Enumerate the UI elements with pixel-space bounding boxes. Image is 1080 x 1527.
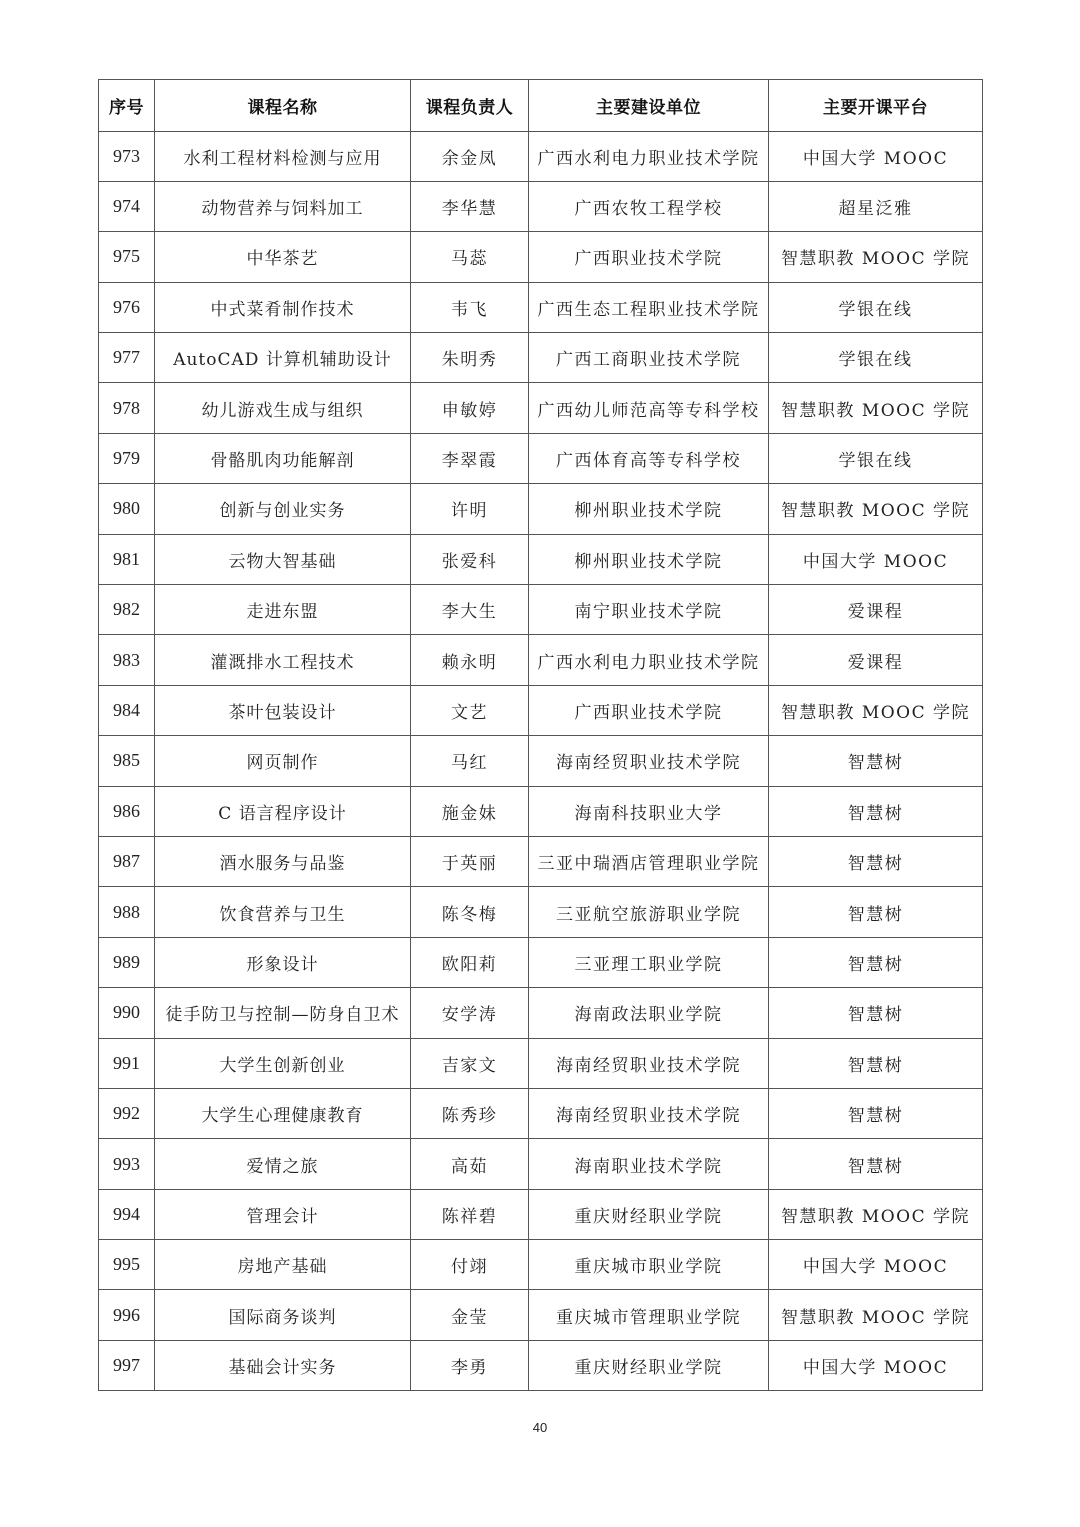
cell-course-name: 基础会计实务 xyxy=(155,1340,411,1390)
cell-main-unit: 海南经贸职业技术学院 xyxy=(529,1038,769,1088)
cell-index: 977 xyxy=(99,333,155,383)
table-row xyxy=(99,736,983,786)
cell-course-lead: 马红 xyxy=(411,736,529,786)
cell-course-name: 爱情之旅 xyxy=(155,1139,411,1189)
cell-main-unit: 三亚理工职业学院 xyxy=(529,937,769,987)
cell-course-lead: 吉家文 xyxy=(411,1038,529,1088)
cell-main-unit: 柳州职业技术学院 xyxy=(529,484,769,534)
cell-index: 973 xyxy=(99,131,155,181)
cell-main-unit: 海南经贸职业技术学院 xyxy=(529,1088,769,1138)
cell-main-unit: 广西水利电力职业技术学院 xyxy=(529,131,769,181)
cell-course-name: 大学生心理健康教育 xyxy=(155,1088,411,1138)
cell-course-name: 云物大智基础 xyxy=(155,534,411,584)
cell-course-name: 酒水服务与品鉴 xyxy=(155,836,411,886)
cell-platform: 中国大学 MOOC xyxy=(769,1340,983,1390)
cell-course-name: 大学生创新创业 xyxy=(155,1038,411,1088)
cell-main-unit: 广西职业技术学院 xyxy=(529,232,769,282)
cell-course-name: C 语言程序设计 xyxy=(155,786,411,836)
cell-course-name: 创新与创业实务 xyxy=(155,484,411,534)
cell-main-unit: 重庆城市管理职业学院 xyxy=(529,1290,769,1340)
table-row xyxy=(99,383,983,433)
cell-course-name: 中华茶艺 xyxy=(155,232,411,282)
cell-index: 983 xyxy=(99,635,155,685)
cell-course-lead: 朱明秀 xyxy=(411,333,529,383)
cell-course-lead: 张爱科 xyxy=(411,534,529,584)
cell-main-unit: 南宁职业技术学院 xyxy=(529,585,769,635)
cell-main-unit: 海南职业技术学院 xyxy=(529,1139,769,1189)
cell-main-unit: 广西工商职业技术学院 xyxy=(529,333,769,383)
cell-platform: 智慧职教 MOOC 学院 xyxy=(769,484,983,534)
table-row xyxy=(99,585,983,635)
cell-course-lead: 韦飞 xyxy=(411,282,529,332)
cell-course-name: 中式菜肴制作技术 xyxy=(155,282,411,332)
table-row xyxy=(99,786,983,836)
cell-course-lead: 文艺 xyxy=(411,685,529,735)
cell-platform: 智慧职教 MOOC 学院 xyxy=(769,1189,983,1239)
cell-index: 975 xyxy=(99,232,155,282)
cell-main-unit: 海南经贸职业技术学院 xyxy=(529,736,769,786)
cell-platform: 智慧树 xyxy=(769,1088,983,1138)
header-course-name: 课程名称 xyxy=(155,80,411,132)
cell-course-lead: 马蕊 xyxy=(411,232,529,282)
cell-index: 976 xyxy=(99,282,155,332)
cell-course-lead: 陈冬梅 xyxy=(411,887,529,937)
cell-index: 978 xyxy=(99,383,155,433)
cell-course-name: 骨骼肌肉功能解剖 xyxy=(155,433,411,483)
cell-main-unit: 广西体育高等专科学校 xyxy=(529,433,769,483)
cell-course-lead: 李华慧 xyxy=(411,181,529,231)
cell-index: 984 xyxy=(99,685,155,735)
table-row xyxy=(99,887,983,937)
cell-main-unit: 柳州职业技术学院 xyxy=(529,534,769,584)
table-row xyxy=(99,1038,983,1088)
cell-platform: 学银在线 xyxy=(769,333,983,383)
cell-index: 991 xyxy=(99,1038,155,1088)
cell-index: 980 xyxy=(99,484,155,534)
cell-course-lead: 施金妹 xyxy=(411,786,529,836)
table-row xyxy=(99,685,983,735)
cell-course-name: 灌溉排水工程技术 xyxy=(155,635,411,685)
cell-platform: 学银在线 xyxy=(769,433,983,483)
cell-main-unit: 重庆城市职业学院 xyxy=(529,1240,769,1290)
cell-main-unit: 重庆财经职业学院 xyxy=(529,1340,769,1390)
table-body xyxy=(99,131,983,1391)
cell-course-lead: 李翠霞 xyxy=(411,433,529,483)
cell-main-unit: 三亚中瑞酒店管理职业学院 xyxy=(529,836,769,886)
cell-course-lead: 申敏婷 xyxy=(411,383,529,433)
cell-main-unit: 重庆财经职业学院 xyxy=(529,1189,769,1239)
table-row xyxy=(99,1139,983,1189)
cell-course-name: 动物营养与饲料加工 xyxy=(155,181,411,231)
cell-main-unit: 广西生态工程职业技术学院 xyxy=(529,282,769,332)
cell-platform: 智慧树 xyxy=(769,887,983,937)
cell-course-name: 形象设计 xyxy=(155,937,411,987)
cell-platform: 智慧树 xyxy=(769,988,983,1038)
cell-index: 986 xyxy=(99,786,155,836)
cell-course-lead: 欧阳莉 xyxy=(411,937,529,987)
cell-course-name: 管理会计 xyxy=(155,1189,411,1239)
cell-index: 987 xyxy=(99,836,155,886)
cell-course-name: 幼儿游戏生成与组织 xyxy=(155,383,411,433)
cell-platform: 中国大学 MOOC xyxy=(769,1240,983,1290)
header-index: 序号 xyxy=(99,80,155,132)
cell-index: 989 xyxy=(99,937,155,987)
cell-index: 979 xyxy=(99,433,155,483)
header-course-lead: 课程负责人 xyxy=(411,80,529,132)
table-row xyxy=(99,1340,983,1390)
cell-course-name: 水利工程材料检测与应用 xyxy=(155,131,411,181)
cell-course-name: 走进东盟 xyxy=(155,585,411,635)
cell-index: 981 xyxy=(99,534,155,584)
cell-course-lead: 高茹 xyxy=(411,1139,529,1189)
cell-platform: 爱课程 xyxy=(769,635,983,685)
table-row xyxy=(99,1290,983,1340)
cell-course-name: 茶叶包装设计 xyxy=(155,685,411,735)
cell-index: 988 xyxy=(99,887,155,937)
table-row xyxy=(99,1088,983,1138)
table-row xyxy=(99,131,983,181)
table-row xyxy=(99,232,983,282)
cell-platform: 智慧职教 MOOC 学院 xyxy=(769,232,983,282)
cell-platform: 智慧树 xyxy=(769,736,983,786)
cell-course-name: 饮食营养与卫生 xyxy=(155,887,411,937)
cell-platform: 学银在线 xyxy=(769,282,983,332)
page-number: 40 xyxy=(532,1420,548,1435)
cell-index: 996 xyxy=(99,1290,155,1340)
table-row xyxy=(99,484,983,534)
cell-platform: 智慧树 xyxy=(769,937,983,987)
cell-main-unit: 广西水利电力职业技术学院 xyxy=(529,635,769,685)
cell-index: 990 xyxy=(99,988,155,1038)
table-header xyxy=(99,80,983,132)
table-row xyxy=(99,282,983,332)
header-row xyxy=(99,80,983,132)
cell-course-lead: 李勇 xyxy=(411,1340,529,1390)
table-row xyxy=(99,534,983,584)
course-table xyxy=(98,79,983,1391)
cell-main-unit: 广西农牧工程学校 xyxy=(529,181,769,231)
cell-course-lead: 赖永明 xyxy=(411,635,529,685)
table-row xyxy=(99,181,983,231)
header-platform: 主要开课平台 xyxy=(769,80,983,132)
cell-main-unit: 海南科技职业大学 xyxy=(529,786,769,836)
table-row xyxy=(99,635,983,685)
cell-main-unit: 海南政法职业学院 xyxy=(529,988,769,1038)
cell-course-lead: 陈秀珍 xyxy=(411,1088,529,1138)
cell-index: 992 xyxy=(99,1088,155,1138)
cell-platform: 智慧职教 MOOC 学院 xyxy=(769,685,983,735)
cell-course-name: AutoCAD 计算机辅助设计 xyxy=(155,333,411,383)
table-row xyxy=(99,1189,983,1239)
cell-index: 974 xyxy=(99,181,155,231)
cell-platform: 超星泛雅 xyxy=(769,181,983,231)
cell-platform: 中国大学 MOOC xyxy=(769,131,983,181)
cell-platform: 中国大学 MOOC xyxy=(769,534,983,584)
cell-course-lead: 陈祥碧 xyxy=(411,1189,529,1239)
cell-course-lead: 金莹 xyxy=(411,1290,529,1340)
cell-main-unit: 广西职业技术学院 xyxy=(529,685,769,735)
cell-course-name: 房地产基础 xyxy=(155,1240,411,1290)
cell-course-name: 网页制作 xyxy=(155,736,411,786)
table-row xyxy=(99,836,983,886)
cell-course-lead: 付翊 xyxy=(411,1240,529,1290)
cell-index: 995 xyxy=(99,1240,155,1290)
cell-main-unit: 广西幼儿师范高等专科学校 xyxy=(529,383,769,433)
table-row xyxy=(99,433,983,483)
cell-index: 985 xyxy=(99,736,155,786)
cell-index: 994 xyxy=(99,1189,155,1239)
cell-course-name: 徒手防卫与控制—防身自卫术 xyxy=(155,988,411,1038)
cell-platform: 智慧职教 MOOC 学院 xyxy=(769,383,983,433)
cell-platform: 智慧树 xyxy=(769,1038,983,1088)
cell-course-lead: 安学涛 xyxy=(411,988,529,1038)
table-row xyxy=(99,333,983,383)
cell-platform: 爱课程 xyxy=(769,585,983,635)
cell-index: 993 xyxy=(99,1139,155,1189)
table-row xyxy=(99,988,983,1038)
cell-main-unit: 三亚航空旅游职业学院 xyxy=(529,887,769,937)
cell-platform: 智慧职教 MOOC 学院 xyxy=(769,1290,983,1340)
cell-course-lead: 于英丽 xyxy=(411,836,529,886)
cell-index: 997 xyxy=(99,1340,155,1390)
cell-course-lead: 余金凤 xyxy=(411,131,529,181)
cell-index: 982 xyxy=(99,585,155,635)
cell-course-name: 国际商务谈判 xyxy=(155,1290,411,1340)
header-main-unit: 主要建设单位 xyxy=(529,80,769,132)
cell-platform: 智慧树 xyxy=(769,1139,983,1189)
cell-course-lead: 许明 xyxy=(411,484,529,534)
cell-platform: 智慧树 xyxy=(769,836,983,886)
table-row xyxy=(99,1240,983,1290)
table-row xyxy=(99,937,983,987)
cell-course-lead: 李大生 xyxy=(411,585,529,635)
cell-platform: 智慧树 xyxy=(769,786,983,836)
